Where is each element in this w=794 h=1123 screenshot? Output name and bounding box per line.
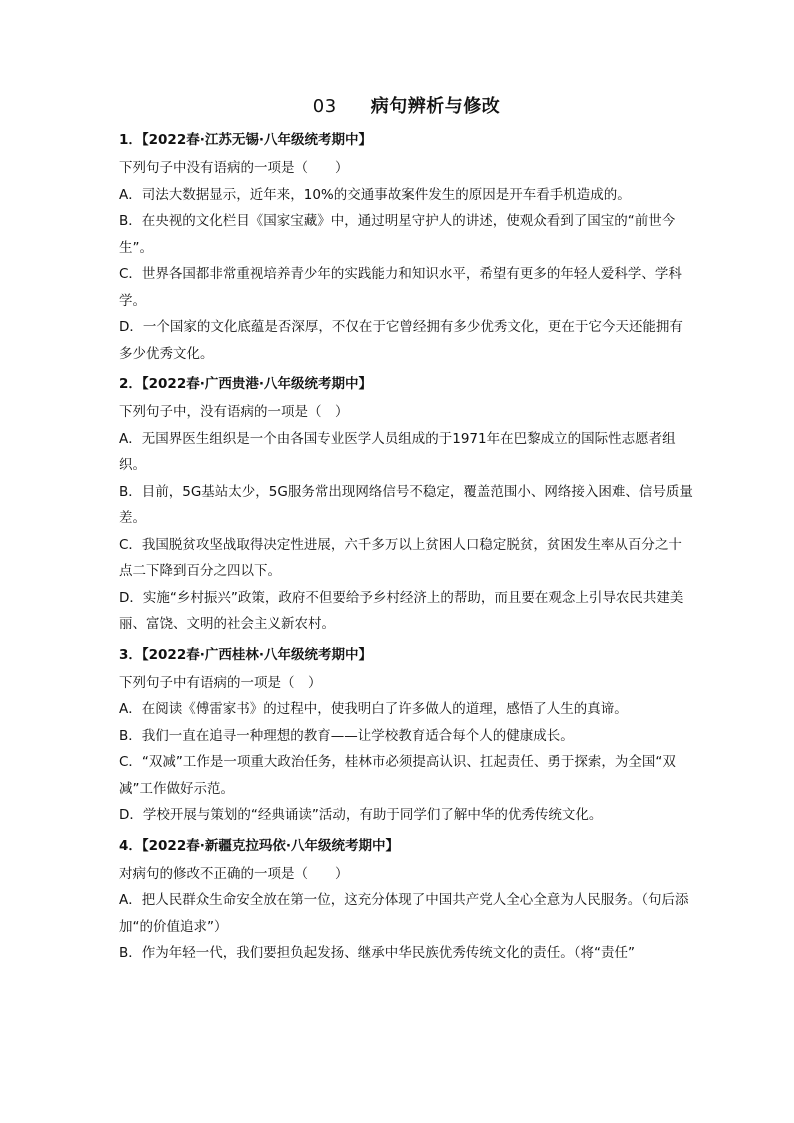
question-stem: 下列句子中有语病的一项是（ ） <box>119 674 322 691</box>
option-a: A．把人民群众生命安全放在第一位，这充分体现了中国共产党人全心全意为人民服务。（句后添加“的价值追求”） <box>119 892 689 935</box>
option-c: C．“双减”工作是一项重大政治任务，桂林市必须提高认识、扛起责任、勇于探索，为全国“双减”工作做好示范。 <box>119 754 676 797</box>
question-stem: 对病句的修改不正确的一项是（ ） <box>119 865 349 882</box>
option-a: A．司法大数据显示，近年来，10%的交通事故案件发生的原因是开车看手机造成的。 <box>119 186 631 203</box>
option-c: C．世界各国都非常重视培养青少年的实践能力和知识水平，希望有更多的年轻人爱科学、学科学。 <box>119 266 682 309</box>
option-a: A．无国界医生组织是一个由各国专业医学人员组成的于1971年在巴黎成立的国际性志愿者组织。 <box>119 430 676 473</box>
option-c: C．我国脱贫攻坚战取得决定性进展，六千多万以上贫困人口稳定脱贫，贫困发生率从百分之十点二下降到百分之四以下。 <box>119 536 682 579</box>
option-d: D．实施“乡村振兴”政策，政府不但要给予乡村经济上的帮助，而且要在观念上引导农民共建美丽、富饶、文明的社会主义新农村。 <box>119 589 684 632</box>
question-2 <box>119 373 694 638</box>
question-stem: 下列句子中没有语病的一项是（ ） <box>119 160 349 176</box>
question-1 <box>119 129 694 367</box>
question-4 <box>119 835 694 967</box>
question-stem: 下列句子中，没有语病的一项是（ ） <box>119 404 349 420</box>
option-b: B．我们一直在追寻一种理想的教育——让学校教育适合每个人的健康成长。 <box>119 727 574 744</box>
document-title <box>119 92 694 118</box>
option-a: A．在阅读《傅雷家书》的过程中，使我明白了许多做人的道理，感悟了人生的真谛。 <box>119 701 628 717</box>
option-d: D．一个国家的文化底蕴是否深厚，不仅在于它曾经拥有多少优秀文化，更在于它今天还能拥有多少优秀文化。 <box>119 319 683 362</box>
question-3 <box>119 644 694 829</box>
question-header: 4．【2022春·新疆克拉玛依·八年级统考期中】 <box>119 837 399 854</box>
option-b: B．在央视的文化栏目《国家宝藏》中，通过明星守护人的讲述，使观众看到了国宝的“前世今生”。 <box>119 213 676 256</box>
title-number: 03 <box>312 96 337 117</box>
option-d: D．学校开展与策划的“经典诵读”活动，有助于同学们了解中华的优秀传统文化。 <box>119 807 603 823</box>
question-header: 1．【2022春·江苏无锡·八年级统考期中】 <box>119 132 372 148</box>
question-header: 3．【2022春·广西桂林·八年级统考期中】 <box>119 646 372 663</box>
option-b: B．目前，5G基站太少，5G服务常出现网络信号不稳定，覆盖范围小、网络接入困难、信号质量差。 <box>119 483 693 526</box>
question-header: 2．【2022春·广西贵港·八年级统考期中】 <box>119 376 372 392</box>
title-text: 病句辨析与修改 <box>370 96 501 117</box>
option-b: B．作为年轻一代，我们要担负起发扬、继承中华民族优秀传统文化的责任。（将“责任” <box>119 945 635 961</box>
